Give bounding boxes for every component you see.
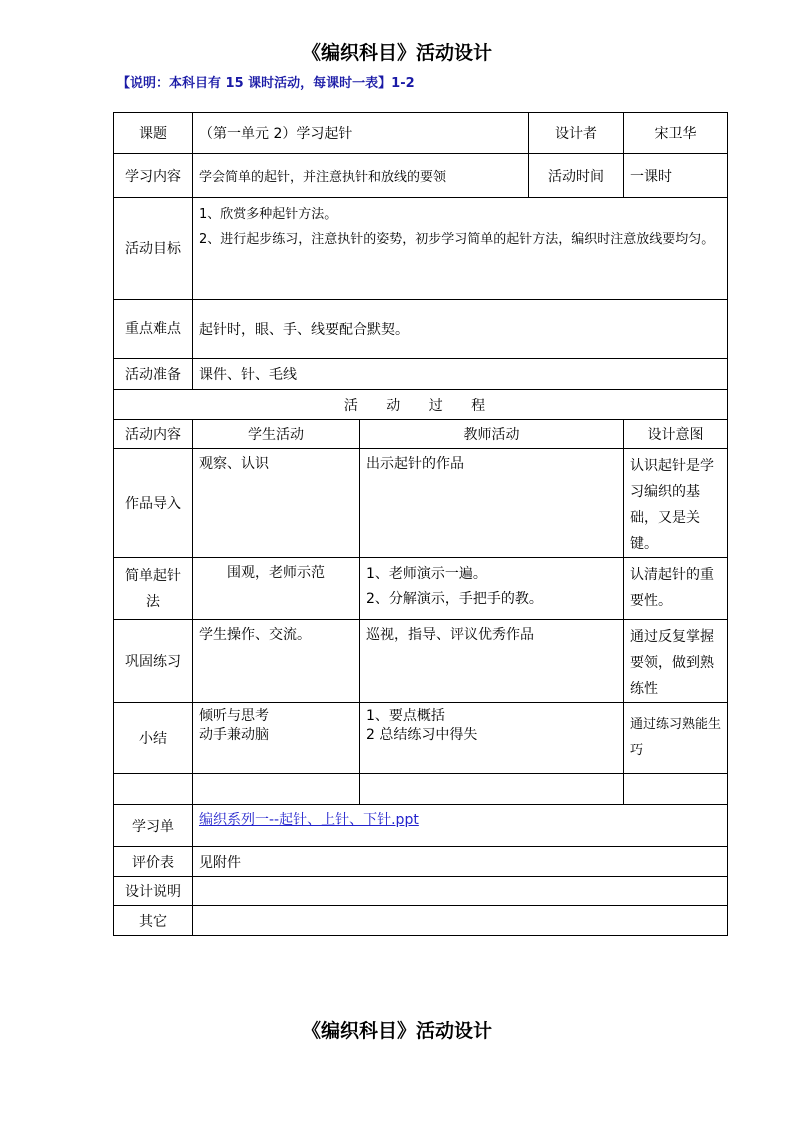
row-5-teacher — [360, 774, 624, 805]
instruction-note: 【说明：本科目有 15 课时活动，每课时一表】1-2 — [117, 76, 415, 91]
col-header-teacher: 教师活动 — [360, 420, 624, 449]
designer-label: 设计者 — [529, 113, 624, 154]
row-2-teacher: 1、老师演示一遍。 2、分解演示，手把手的教。 — [360, 558, 624, 620]
row-5-student — [193, 774, 360, 805]
row-2-student: 围观，老师示范 — [193, 558, 360, 620]
col-header-content: 活动内容 — [114, 420, 193, 449]
col-header-student: 学生活动 — [193, 420, 360, 449]
row-3-content: 巩固练习 — [114, 620, 193, 703]
row-4-teacher: 1、要点概括 2 总结练习中得失 — [360, 703, 624, 774]
row-5-content — [114, 774, 193, 805]
worksheet-link[interactable]: 编织系列一--起针、上针、下针.ppt — [199, 812, 419, 828]
time-value: 一课时 — [624, 154, 728, 198]
process-title: 活 动 过 程 — [114, 390, 728, 420]
row-4-intent: 通过练习熟能生巧 — [624, 703, 728, 774]
row-1-student: 观察、认识 — [193, 449, 360, 558]
goal-item-2: 2、进行起步练习，注意执针的姿势，初步学习简单的起针方法，编织时注意放线要均匀。 — [199, 232, 715, 247]
row-1-teacher: 出示起针的作品 — [360, 449, 624, 558]
eval-value: 见附件 — [193, 847, 728, 877]
content-label: 学习内容 — [114, 154, 193, 198]
eval-label: 评价表 — [114, 847, 193, 877]
row-5-intent — [624, 774, 728, 805]
worksheet-label: 学习单 — [114, 805, 193, 847]
goal-item-1: 1、欣赏多种起针方法。 — [199, 207, 338, 222]
prep-label: 活动准备 — [114, 359, 193, 390]
other-value — [193, 906, 728, 936]
prep-value: 课件、针、毛线 — [193, 359, 728, 390]
key-value: 起针时，眼、手、线要配合默契。 — [193, 300, 728, 359]
goals-label: 活动目标 — [114, 198, 193, 300]
row-4-content: 小结 — [114, 703, 193, 774]
row-3-teacher: 巡视，指导、评议优秀作品 — [360, 620, 624, 703]
row-2-intent: 认清起针的重要性。 — [624, 558, 728, 620]
topic-value: （第一单元 2）学习起针 — [193, 113, 529, 154]
time-label: 活动时间 — [529, 154, 624, 198]
content-value: 学会简单的起针，并注意执针和放线的要领 — [193, 154, 529, 198]
document-title-next-page: 《编织科目》活动设计 — [301, 1020, 492, 1042]
row-1-content: 作品导入 — [114, 449, 193, 558]
row-1-intent: 认识起针是学习编织的基础，又是关键。 — [624, 449, 728, 558]
design-note-label: 设计说明 — [114, 877, 193, 906]
document-title: 《编织科目》活动设计 — [301, 42, 492, 64]
row-3-intent: 通过反复掌握要领，做到熟练性 — [624, 620, 728, 703]
design-note-value — [193, 877, 728, 906]
key-label: 重点难点 — [114, 300, 193, 359]
topic-label: 课题 — [114, 113, 193, 154]
activity-design-table — [113, 112, 728, 936]
row-2-content: 简单起针法 — [114, 558, 193, 620]
designer-value: 宋卫华 — [624, 113, 728, 154]
col-header-intent: 设计意图 — [624, 420, 728, 449]
row-4-student: 倾听与思考 动手兼动脑 — [193, 703, 360, 774]
other-label: 其它 — [114, 906, 193, 936]
row-3-student: 学生操作、交流。 — [193, 620, 360, 703]
